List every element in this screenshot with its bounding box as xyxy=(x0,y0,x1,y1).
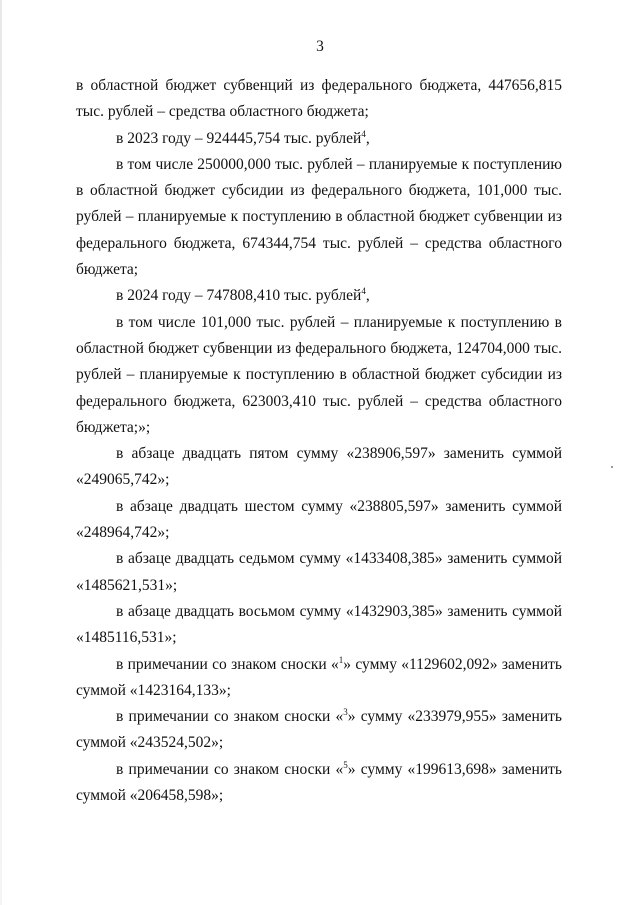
paragraph-text: » сумму «233979,955» заменить суммой «243524,502»; xyxy=(76,708,562,752)
paragraph-text: в 2024 году – 747808,410 тыс. рублей xyxy=(116,287,362,305)
paragraph-text: в том числе 101,000 тыс. рублей – планируемые к поступлению в областной бюджет субвенции из федерального бюджета, 124704,000 тыс. рублей – планируемые к поступлению в областной бюджет субсидии из федерального бюджета, 623003,410 тыс. рублей – средства областного бюджета;»; xyxy=(76,313,562,436)
footnote-marker: 1 xyxy=(338,654,344,665)
paragraph-text: в абзаце двадцать восьмом сумму «1432903,385» заменить суммой «1485116,531»; xyxy=(76,602,562,647)
paragraph-text: в примечании со знаком сноски « xyxy=(116,760,344,778)
paragraph-1 xyxy=(76,73,562,126)
paragraph-text: , xyxy=(365,287,370,305)
paragraph-6 xyxy=(76,441,562,494)
paragraph-text: в примечании со знаком сноски « xyxy=(116,708,344,726)
paragraph-9 xyxy=(76,599,562,652)
footnote-marker: 4 xyxy=(361,286,366,297)
paragraph-7 xyxy=(76,494,562,547)
paragraph-3 xyxy=(76,152,562,283)
paragraph-text: в областной бюджет субвенций из федерального бюджета, 447656,815 тыс. рублей – средства областного бюджета; xyxy=(76,77,562,121)
scan-edge-shadow xyxy=(0,0,2,905)
paragraph-2 xyxy=(76,126,562,152)
paragraph-8 xyxy=(76,546,562,599)
paragraph-5 xyxy=(76,310,562,441)
paragraph-text: в абзаце двадцать шестом сумму «238805,597» заменить суммой «248964,742»; xyxy=(76,497,562,542)
paragraph-text: » сумму «1129602,092» заменить суммой «1423164,133»; xyxy=(76,655,562,699)
scan-speck xyxy=(611,466,613,468)
paragraph-4 xyxy=(76,283,562,309)
paragraph-text: в 2023 году – 924445,754 тыс. рублей xyxy=(116,129,362,147)
paragraph-text: в абзаце двадцать седьмом сумму «1433408,385» заменить суммой «1485621,531»; xyxy=(76,550,562,594)
footnote-marker: 5 xyxy=(343,759,348,770)
document-body xyxy=(76,73,562,809)
paragraph-text: в абзаце двадцать пятом сумму «238906,597» заменить суммой «249065,742»; xyxy=(76,445,562,489)
paragraph-10 xyxy=(76,652,562,705)
page-number: 3 xyxy=(316,38,324,55)
paragraph-text: » сумму «199613,698» заменить суммой «206458,598»; xyxy=(76,760,562,805)
paragraph-12 xyxy=(76,757,562,810)
paragraph-11 xyxy=(76,704,562,757)
footnote-marker: 4 xyxy=(361,128,366,139)
paragraph-text: , xyxy=(365,129,370,147)
paragraph-text: в примечании со знаком сноски « xyxy=(116,655,339,673)
footnote-marker: 3 xyxy=(343,707,348,718)
paragraph-text: в том числе 250000,000 тыс. рублей – планируемые к поступлению в областной бюджет субсидии из федерального бюджета, 101,000 тыс. рублей – планируемые к поступлению в областной бюджет субвенции из федерального бюджета, 674344,754 тыс. рублей – средства областного бюджета; xyxy=(76,155,562,279)
